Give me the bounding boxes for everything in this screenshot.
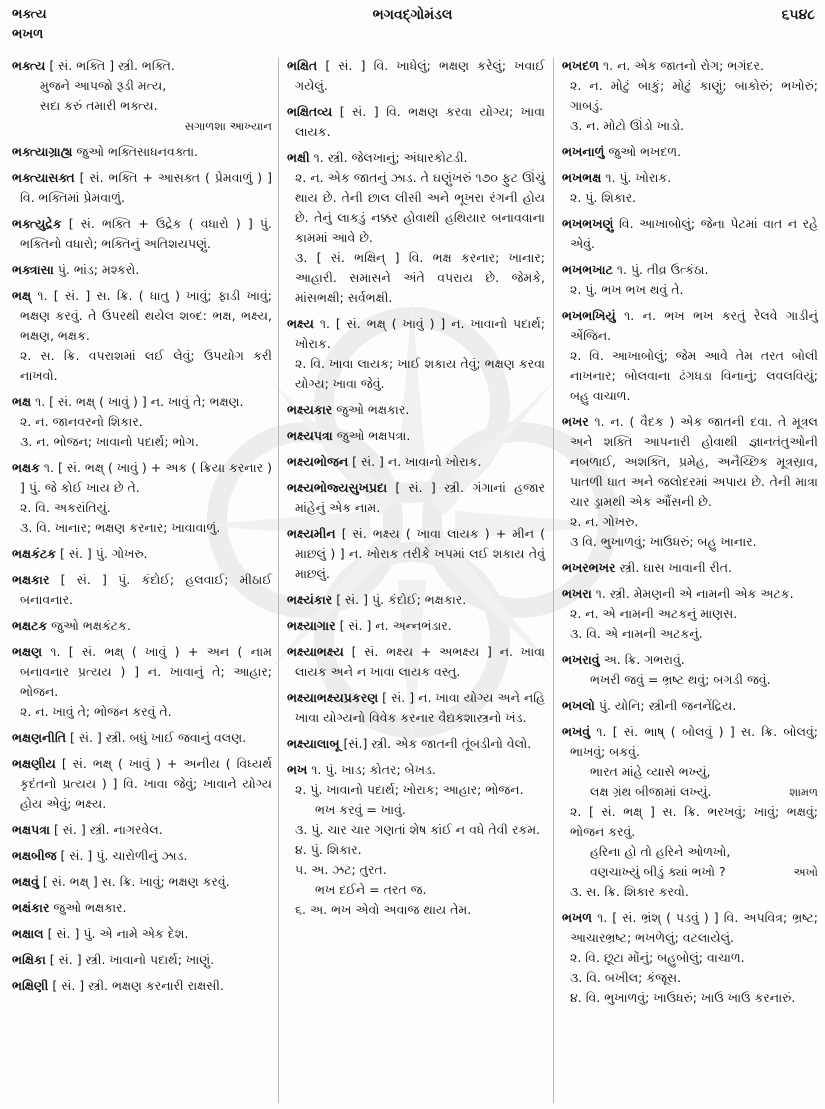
dictionary-entry bbox=[562, 214, 818, 254]
entry-definition bbox=[287, 642, 545, 682]
dictionary-entry bbox=[12, 976, 272, 996]
entry-sense bbox=[570, 532, 818, 552]
verse-line bbox=[590, 762, 818, 782]
dictionary-entry bbox=[562, 558, 818, 578]
definition-text: ૨. ન. એ નામની અટકનું માણસ. bbox=[570, 606, 738, 621]
dictionary-entry bbox=[287, 590, 545, 610]
dictionary-entry bbox=[562, 584, 818, 644]
headword: ભક્ષ bbox=[12, 394, 32, 409]
entry-definition bbox=[12, 754, 272, 814]
dictionary-entry bbox=[12, 872, 272, 892]
definition-text: [સં.] સ્ત્રી. એક જાતની તૂંબડીનો વેલો. bbox=[343, 736, 532, 751]
dictionary-entry bbox=[12, 820, 272, 840]
entry-sense bbox=[295, 354, 545, 394]
entry-definition bbox=[562, 696, 818, 716]
dictionary-entry bbox=[287, 524, 545, 584]
entry-definition bbox=[12, 728, 272, 748]
definition-text: ૧. [ સં. ] સ. ક્રિ. ( ધાતુ ) ખાવું; ફાડી ખાવું; ભક્ષણ કરવું. તે ઉપરથી થયેલ શબ્દ: ભક્ષ, ભક્ષ્ય, ભક્ષણ, ભક્ષક. bbox=[20, 288, 272, 343]
definition-text: [ સં. ભક્તિ + આસક્ત ( પ્રેમવાળું ) ] વિ. ભક્તિમાં પ્રેમવાળું. bbox=[20, 170, 272, 205]
verse-line bbox=[590, 862, 818, 882]
headword: ભક્ષ્યાલાબૂ bbox=[287, 736, 340, 751]
dictionary-entry bbox=[287, 102, 545, 142]
dictionary-entry bbox=[287, 56, 545, 96]
headword: ભક્ષિકા bbox=[12, 952, 46, 967]
headword: ભક્ત્રાસા bbox=[12, 262, 54, 277]
entry-definition bbox=[287, 102, 545, 142]
headword: ભક્ત્યુદ્રેક bbox=[12, 216, 62, 231]
entry-definition bbox=[287, 314, 545, 354]
definition-text: ૫. અ. ઝટ; તુરત. bbox=[295, 862, 387, 877]
entry-sense bbox=[295, 780, 545, 800]
headword: ભક્ષકાર bbox=[12, 572, 50, 587]
dictionary-entry bbox=[12, 616, 272, 636]
entry-sense bbox=[20, 518, 272, 538]
entry-definition bbox=[287, 590, 545, 610]
dictionary-entry bbox=[562, 908, 818, 1008]
dictionary-entry bbox=[287, 642, 545, 682]
definition-text: ૧. ન. ભખ ભખ કરતું રેલવે ગાડીનું એંજિન. bbox=[570, 308, 818, 343]
dictionary-entry bbox=[12, 214, 272, 254]
usage-example: ભખ દઈને = તરત જ. bbox=[315, 882, 427, 897]
definition-text: ૨. સ. ક્રિ. વપરાશમાં લઈ લેવું; ઉપયોગ કરી નાખવો. bbox=[20, 348, 272, 383]
headword: ભક્ષ્ bbox=[12, 288, 32, 303]
entry-sense bbox=[20, 702, 272, 722]
entry-definition bbox=[12, 898, 272, 918]
entry-sense bbox=[20, 346, 272, 386]
dictionary-entry bbox=[12, 56, 272, 136]
headword: ભક્ષ્યાભક્ષ્યપ્રકરણ bbox=[287, 690, 379, 705]
definition-text: [ સં. ભક્ષ્ ] સ. ક્રિ. ખાવું; ભક્ષણ કરવું. bbox=[42, 874, 230, 889]
dictionary-entry bbox=[12, 924, 272, 944]
dictionary-entry bbox=[562, 168, 818, 208]
definition-text: [ સં. ] ન. અન્નભંડાર. bbox=[339, 618, 452, 633]
headword: ભક્ત્ય bbox=[12, 58, 46, 73]
entry-sense bbox=[570, 604, 818, 624]
column-middle bbox=[287, 56, 545, 926]
verse-line bbox=[590, 782, 818, 802]
entry-definition bbox=[12, 142, 272, 162]
column-divider bbox=[278, 58, 279, 1103]
entry-sense bbox=[570, 948, 818, 968]
entry-sense bbox=[295, 248, 545, 308]
definition-text: ૧. ન. ( વૈદક ) એક જાતની દવા. તે મૂત્રલ અને શક્તિ આપનારી હોવાથી જ્ઞાનતંતુઓની નબળાઈ, અશક્તિ, પ્રમેહ, અનૈચ્છિક મૂત્રસ્રાવ, પાતળી ધાત અને જલોદરમાં અપાય છે. તેની માત્રા ચાર ડ્રામથી એક ઔંસની છે. bbox=[570, 414, 818, 509]
entry-definition bbox=[562, 168, 818, 188]
entry-definition bbox=[562, 412, 818, 512]
definition-text: જુઓ ભક્ષકંટક. bbox=[51, 618, 131, 633]
definition-text: ૨. ન. ગોખરુ. bbox=[570, 514, 639, 529]
verse-line bbox=[590, 842, 818, 862]
dictionary-entry bbox=[287, 426, 545, 446]
entry-definition bbox=[287, 426, 545, 446]
definition-text: [ સં. ] પું. એ નામે એક દેશ. bbox=[47, 926, 189, 941]
entry-definition bbox=[12, 872, 272, 892]
definition-text: ૨. વિ. ખાવા લાયક; ખાઈ શકાય તેવું; ભક્ષણ કરવા યોગ્ય; ખાવા જેવું. bbox=[295, 356, 545, 391]
definition-text: [ સં. ] સ્ત્રી. ખાવાનો પદાર્થ; ખાણું. bbox=[49, 952, 215, 967]
entry-definition bbox=[12, 846, 272, 866]
definition-text: ૧. [ સં. ભક્ષ્ ( ખાવું ) + અન ( નામ બનાવનાર પ્રત્યય ) ] ન. ખાવાનું તે; આહાર; ભોજન. bbox=[20, 644, 272, 699]
definition-text: ૧. [ સં. ભક્ષ્ ( ખાવું ) + અક ( ક્રિયા કરનાર ) ] પું. જે કોઈ ખાય છે તે. bbox=[20, 460, 272, 495]
entry-sense bbox=[570, 280, 818, 300]
dictionary-entry bbox=[287, 760, 545, 920]
headword: ભક્ષટક bbox=[12, 618, 48, 633]
dictionary-entry bbox=[12, 642, 272, 722]
definition-text: જુઓ ભક્તિસાધનવક્તા. bbox=[76, 144, 199, 159]
entry-definition bbox=[287, 452, 545, 472]
dictionary-entry bbox=[12, 898, 272, 918]
entry-definition bbox=[562, 142, 818, 162]
entry-definition bbox=[12, 642, 272, 702]
headword: ભક્ષબીજ bbox=[12, 848, 57, 863]
entry-definition bbox=[562, 214, 818, 254]
definition-text: [ સં. ] પું. ચારોળીનું ઝાડ. bbox=[60, 848, 188, 863]
entry-definition bbox=[287, 760, 545, 780]
definition-text: [ સં. ભક્તિ ] સ્ત્રી. ભક્તિ. bbox=[49, 58, 175, 73]
dictionary-entry bbox=[562, 56, 818, 136]
definition-text: ૩. સ. ક્રિ. શિકાર કરવો. bbox=[570, 884, 689, 899]
entry-definition bbox=[287, 148, 545, 168]
dictionary-entry bbox=[287, 616, 545, 636]
definition-text: જુઓ ભક્ષપત્રા. bbox=[336, 428, 411, 443]
entry-definition bbox=[12, 214, 272, 254]
entry-sense bbox=[570, 512, 818, 532]
headword: ભખ bbox=[287, 762, 308, 777]
dictionary-entry bbox=[287, 148, 545, 308]
headword: ભખભખણું bbox=[562, 216, 614, 231]
guide-word-first: ભક્ત્ય bbox=[12, 7, 47, 22]
entry-definition bbox=[12, 570, 272, 610]
definition-text: [ સં. ] સ્ત્રી. બધું ખાઈ જવાનું વલણ. bbox=[69, 730, 247, 745]
definition-text: ૨. ન. એક જાતનું ઝાડ. તે ઘણુંખરું ૧૭૦ ફુટ ઊંચું થાય છે. તેની છાલ લીસી અને ભૂખરા રંગની હોય છે. તેનું લાકડું નક્કર હોવાથી હથિયાર બનાવવાના કામમાં આવે છે. bbox=[295, 170, 545, 245]
entry-definition bbox=[287, 400, 545, 420]
entry-sense bbox=[570, 346, 818, 406]
entry-definition bbox=[12, 616, 272, 636]
entry-definition bbox=[562, 584, 818, 604]
definition-text: ૧. સ્ત્રી. જેલખાનું; અંધારકોટડી. bbox=[313, 150, 468, 165]
headword: ભખલો bbox=[562, 698, 595, 713]
entry-definition bbox=[12, 56, 272, 76]
definition-text: ૨. વિ. છૂટા મોંનું; બહુબોલું; વાચાળ. bbox=[570, 950, 745, 965]
definition-text: [ સં. ] વિ. ખાધેલું; ભક્ષણ કરેલું; ખવાઈ ગયેલું. bbox=[295, 58, 545, 93]
definition-text: ૩. [ સં. ભક્ષિન્ ] વિ. ભક્ષ કરનાર; ખાનાર; આહારી. સમાસને અંતે વપરાય છે. જેમકે, માંસભક્ષી; સર્વભક્ષી. bbox=[295, 250, 545, 305]
dictionary-entry bbox=[12, 458, 272, 538]
headword: ભખભક્ષ bbox=[562, 170, 602, 185]
definition-text: [ સં. ભક્ષ્ ( ખાવું ) + અનીય ( વિધ્યર્થ કૃદંતનો પ્રત્યય ) ] વિ. ખાવા જેવું; ખાવાને યોગ્ય હોય એવું; ભક્ષ્ય. bbox=[20, 756, 272, 811]
headword: ભક્ષ્યાગાર bbox=[287, 618, 336, 633]
headword: ભખર bbox=[562, 414, 589, 429]
definition-text: વિ. આખાબોલું; જેના પેટમાં વાત ન રહે એવું. bbox=[570, 216, 819, 251]
entry-sense bbox=[295, 840, 545, 860]
definition-text: [ સં. ભક્ષ્ય ( ખાવા લાયક ) + મીન ( માછલું ) ] ન. ખોરાક તરીકે ખપમાં લઈ શકાય તેવું માછલું. bbox=[295, 526, 545, 581]
headword: ભક્ષિતવ્ય bbox=[287, 104, 333, 119]
definition-text: [ સં. ] પું. કંદોઈ; ભક્ષકાર. bbox=[336, 592, 467, 607]
dictionary-entry bbox=[287, 688, 545, 728]
definition-text: ૨. વિ. આખાબોલું; જેમ આવે તેમ તરત બોલી નાખનાર; બોલવાના ઢંગધડા વિનાનું; લવલવિયું; બહુ વાચાળ. bbox=[570, 348, 818, 403]
entry-sense bbox=[570, 116, 818, 136]
quotation-source: અખો bbox=[793, 865, 818, 879]
entry-definition bbox=[12, 924, 272, 944]
entry-definition bbox=[12, 260, 272, 280]
entry-definition bbox=[287, 56, 545, 96]
definition-text: ૧. પું. ખોરાક. bbox=[605, 170, 672, 185]
dictionary-entry bbox=[562, 650, 818, 690]
definition-text: ૧. પું. ખાડ; કોતર; બેખડ. bbox=[311, 762, 436, 777]
headword: ભક્ષ્યપત્રા bbox=[287, 428, 333, 443]
headword: ભક્ષિત bbox=[287, 58, 318, 73]
headword: ભક્ષક bbox=[12, 460, 40, 475]
entry-definition bbox=[12, 950, 272, 970]
entry-definition bbox=[562, 260, 818, 280]
entry-definition bbox=[287, 478, 545, 518]
entry-sense bbox=[570, 624, 818, 644]
dictionary-entry bbox=[12, 754, 272, 814]
dictionary-entry bbox=[287, 400, 545, 420]
definition-text: [ સં. ] વિ. ભક્ષણ કરવા યોગ્ય; ખાવા લાયક. bbox=[295, 104, 545, 139]
entry-definition bbox=[12, 286, 272, 346]
entry-sense bbox=[295, 860, 545, 880]
quotation-source: શામળ bbox=[789, 785, 818, 799]
dictionary-entry bbox=[562, 142, 818, 162]
headword: ભક્ષપત્રા bbox=[12, 822, 50, 837]
definition-text: ૨. ન. જાનવરનો શિકાર. bbox=[20, 414, 143, 429]
dictionary-entry bbox=[562, 696, 818, 716]
column-right bbox=[562, 56, 818, 1014]
headword: ભખભખિયું bbox=[562, 308, 616, 323]
definition-text: અ. ક્રિ. ગભરાવું. bbox=[603, 652, 685, 667]
column-left bbox=[12, 56, 272, 1002]
column-divider bbox=[553, 58, 554, 1103]
usage-example: ભખ કરવું = ખાવું. bbox=[315, 802, 406, 817]
entry-sense bbox=[295, 820, 545, 840]
definition-text: ૬. અ. ભખ એવો અવાજ થાય તેમ. bbox=[295, 902, 472, 917]
verse-text: સદા કરું તમારી ભક્ત્ય. bbox=[40, 98, 158, 113]
definition-text: ૩. વિ. બખીલ; કંજૂસ. bbox=[570, 970, 682, 985]
headword: ભખરા bbox=[562, 586, 592, 601]
definition-text: ૩. વિ. ખાનાર; ભક્ષણ કરનાર; ખાવાવાળું. bbox=[20, 520, 221, 535]
entry-definition bbox=[562, 650, 818, 670]
entry-sense bbox=[295, 168, 545, 248]
headword: ભક્ત્યાસક્ત bbox=[12, 170, 75, 185]
entry-definition bbox=[287, 524, 545, 584]
verse-line bbox=[40, 96, 272, 116]
definition-text: ૧. [ સં. ભ્રંશ્ ( પડવું ) ] વિ. અપવિત્ર; ભ્રષ્ટ; આચારભ્રષ્ટ; ભખળેલું; વટલાયેલું. bbox=[570, 910, 818, 945]
definition-text: [ સં. ] ન. ખાવા યોગ્ય અને નહિ ખાવા યોગ્યનો વિવેક કરનાર વૈદ્યકશાસ્ત્રનો ખંડ. bbox=[295, 690, 545, 725]
headword: ભક્ષ્યમીન bbox=[287, 526, 336, 541]
entry-definition bbox=[287, 688, 545, 728]
definition-text: ૨. વિ. અકરાંતિયું. bbox=[20, 500, 111, 515]
definition-text: ૩ વિ. ભુખાળવું; ખાઉધરું; બહુ ખાનાર. bbox=[570, 534, 757, 549]
entry-sense bbox=[295, 900, 545, 920]
dictionary-entry bbox=[12, 286, 272, 386]
headword: ભક્ષ્યભોજ્યસુખપ્રદા bbox=[287, 480, 388, 495]
page-title: ભગવદ્ગોમંડલ bbox=[372, 7, 453, 23]
dictionary-entry bbox=[287, 452, 545, 472]
definition-text: ૧. [ સં. ભક્ષ્ ( ખાવું ) ] ન. ખાવાનો પદાર્થ; ખોરાક. bbox=[295, 316, 545, 351]
entry-definition bbox=[562, 306, 818, 346]
quotation-source: સગાળશા આખ્યાન bbox=[184, 119, 272, 133]
headword: ભક્ષણીય bbox=[12, 756, 56, 771]
definition-text: [ સં. ] ન. ખાવાનો ખોરાક. bbox=[352, 454, 482, 469]
entry-sense bbox=[570, 882, 818, 902]
definition-text: ૩. ન. ભોજન; ખાવાનો પદાર્થ; ભોગ. bbox=[20, 434, 199, 449]
definition-text: ૨. ન. મોટું બાકું; મોટું કાણું; બાકોરું; ભખોરું; ગાબડું. bbox=[570, 78, 818, 113]
entry-sense bbox=[20, 432, 272, 452]
definition-text: ૨. પું. ખાવાનો પદાર્થ; ખોરાક; આહાર; ભોજન. bbox=[295, 782, 524, 797]
verse-text: હરિના હો તો હરિને ઓળખો, bbox=[590, 844, 731, 859]
entry-definition bbox=[562, 908, 818, 948]
entry-sense bbox=[20, 498, 272, 518]
dictionary-entry bbox=[287, 734, 545, 754]
entry-definition bbox=[12, 820, 272, 840]
definition-text: ૨. પું. શિકાર. bbox=[570, 190, 637, 205]
headword: ભક્ષણનીતિ bbox=[12, 730, 66, 745]
dictionary-entry bbox=[562, 306, 818, 406]
dictionary-entry bbox=[12, 260, 272, 280]
entry-sense bbox=[20, 412, 272, 432]
dictionary-entry bbox=[287, 478, 545, 518]
definition-text: [ સં. ] સ્ત્રી. નાગરવેલ. bbox=[53, 822, 163, 837]
definition-text: ૧. ન. એક જાતનો રોગ; ભગંદર. bbox=[603, 58, 764, 73]
headword: ભક્ષાલ bbox=[12, 926, 44, 941]
dictionary-entry bbox=[12, 168, 272, 208]
headword: ભખળ bbox=[562, 910, 593, 925]
verse-text: વણચાખ્યું બીડું ક્યાં ભખો ? bbox=[590, 864, 726, 879]
dictionary-entry bbox=[12, 950, 272, 970]
dictionary-entry bbox=[12, 544, 272, 564]
headword: ભખદળ bbox=[562, 58, 600, 73]
headword: ભક્ષવું bbox=[12, 874, 39, 889]
entry-definition bbox=[12, 544, 272, 564]
headword: ભક્ષ્યકાર bbox=[287, 402, 333, 417]
entry-definition bbox=[562, 722, 818, 762]
verse-quotation bbox=[590, 842, 818, 882]
headword: ભક્ષ્યાભક્ષ્ય bbox=[287, 644, 344, 659]
headword: ભક્ષ્ય bbox=[287, 316, 314, 331]
dictionary-entry bbox=[12, 570, 272, 610]
headword: ભક્ષંકાર bbox=[12, 900, 50, 915]
entry-sense bbox=[570, 988, 818, 1008]
definition-text: જુઓ ભક્ષકાર. bbox=[336, 402, 410, 417]
guide-word-last: ભખળ bbox=[12, 27, 44, 42]
definition-text: ૨. ન. ખાવું તે; ભોજન કરવું તે. bbox=[20, 704, 172, 719]
usage-example: ભખરી જવું = ભ્રષ્ટ થવું; બગડી જવું. bbox=[590, 672, 771, 687]
definition-text: [ સં. ] સ્ત્રી. ગંગાનાં હજાર માંહેનું એક નામ. bbox=[295, 480, 545, 515]
definition-text: [ સં. ભક્તિ + ઉદ્રેક ( વધારો ) ] પું. ભક્તિનો વધારો; ભક્તિનું અતિશયપણું. bbox=[20, 216, 272, 251]
definition-text: ૩. પું. ચાર ચાર ગણતાં શેષ કાંઈ ન વધે તેવી રકમ. bbox=[295, 822, 541, 837]
definition-text: ૩. વિ. એ નામની અટકનું. bbox=[570, 626, 703, 641]
definition-text: ૧. પું. તીવ્ર ઉત્કંઠા. bbox=[616, 262, 709, 277]
definition-text: ૩. ન. મોટો ઊંડો ખાડો. bbox=[570, 118, 685, 133]
entry-sense bbox=[570, 76, 818, 116]
headword: ભખભખાટ bbox=[562, 262, 613, 277]
definition-text: સ્ત્રી. ઘાસ ખાવાની રીત. bbox=[619, 560, 732, 575]
definition-text: જુઓ ભક્ષકાર. bbox=[53, 900, 127, 915]
dictionary-entry bbox=[12, 142, 272, 162]
definition-text: [ સં. ભક્ષ્ય + અભક્ષ્ય ] ન. ખાવા લાયક અને ન ખાવા લાયક વસ્તુ. bbox=[295, 644, 545, 679]
dictionary-entry bbox=[562, 260, 818, 300]
entry-definition bbox=[562, 558, 818, 578]
dictionary-entry bbox=[12, 728, 272, 748]
verse-line bbox=[40, 76, 272, 96]
definition-text: પું. ભાંડ; મશ્કરો. bbox=[57, 262, 140, 277]
definition-text: [ સં. ] પું. કંદોઈ; હલવાઈ; મીઠાઈ બનાવનાર. bbox=[20, 572, 272, 607]
dictionary-entry bbox=[562, 722, 818, 902]
entry-definition bbox=[287, 616, 545, 636]
headword: ભખરાવું bbox=[562, 652, 600, 667]
verse-text: ભારત માંહે વ્યાસે ભખ્યું, bbox=[590, 764, 711, 779]
definition-text: ૪. પું. શિકાર. bbox=[295, 842, 362, 857]
entry-definition bbox=[287, 734, 545, 754]
headword: ભક્ષકંટક bbox=[12, 546, 57, 561]
verse-text: મુજને આપજો રૂડી મત્ય, bbox=[40, 78, 167, 93]
definition-text: ૧. સ્ત્રી. મેમણની એ નામની એક અટક. bbox=[595, 586, 794, 601]
definition-text: ૧. [ સં. ભાષ્ ( બોલવું ) ] સ. ક્રિ. બોલવું; ભાખવું; બકવું. bbox=[570, 724, 818, 759]
definition-text: જુઓ ભખદળ. bbox=[608, 144, 682, 159]
headword: ભક્ષી bbox=[287, 150, 310, 165]
definition-text: ૨. [ સં. ભક્ષ્ ] સ. ક્રિ. ભરખવું; ખાવું; ભક્ષવું; ભોજન કરવું. bbox=[570, 804, 818, 839]
dictionary-entry bbox=[287, 314, 545, 394]
definition-text: [ સં. ] સ્ત્રી. ભક્ષણ કરનારી રાક્ષસી. bbox=[52, 978, 224, 993]
entry-sense bbox=[570, 968, 818, 988]
dictionary-entry bbox=[12, 392, 272, 452]
page-number: ૬૫૪૮ bbox=[781, 7, 815, 23]
headword: ભક્ષ્યંકાર bbox=[287, 592, 333, 607]
headword: ભખનાળું bbox=[562, 144, 605, 159]
entry-definition bbox=[12, 392, 272, 412]
verse-quotation bbox=[590, 762, 818, 802]
entry-definition bbox=[12, 168, 272, 208]
headword: ભક્ત્યાગ્રાહ્ય bbox=[12, 144, 73, 159]
headword: ભક્ષિણી bbox=[12, 978, 49, 993]
headword: ભક્ષણ bbox=[12, 644, 42, 659]
definition-text: પું. યોનિ; સ્ત્રીની જનનેંદ્રિય. bbox=[598, 698, 737, 713]
entry-definition bbox=[562, 56, 818, 76]
headword: ભખવું bbox=[562, 724, 591, 739]
definition-text: [ સં. ] પું. ગોખરુ. bbox=[60, 546, 148, 561]
definition-text: ૧. [ સં. ભક્ષ્ ( ખાવું ) ] ન. ખાવું તે; ભક્ષણ. bbox=[35, 394, 244, 409]
dictionary-entry bbox=[12, 846, 272, 866]
headword: ભખરભખર bbox=[562, 560, 616, 575]
verse-text: લક્ષ ગ્રંથ બીજામાં લખ્યું. bbox=[590, 784, 712, 799]
entry-sense bbox=[570, 802, 818, 842]
headword: ભક્ષ્યભોજન bbox=[287, 454, 349, 469]
verse-quotation bbox=[40, 76, 272, 116]
entry-definition bbox=[12, 458, 272, 498]
entry-definition bbox=[12, 976, 272, 996]
dictionary-entry bbox=[562, 412, 818, 552]
entry-sense bbox=[570, 188, 818, 208]
definition-text: ૨. પું. ભખ ભખ થવું તે. bbox=[570, 282, 684, 297]
definition-text: ૪. વિ. ભુખાળવું; ખાઉધરું; ખાઉ ખાઉ કરનારું. bbox=[570, 990, 796, 1005]
